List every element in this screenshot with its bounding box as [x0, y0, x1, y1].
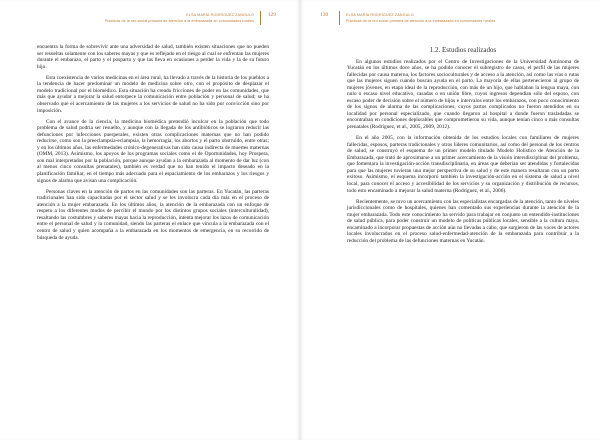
left-header-divider: [260, 11, 261, 25]
paragraph: Esta coexistencia de varios medicinas en el área rural, ha llevado a través de la historia de los pueblos a la tendencia de hacer predominar un modelo de medicina sobre otro, con el propósito de desplazar el modelo tradicional por el biomédico. Esta situación ha creado fricciones de poder en las comunidades, que más que ayudar a mejorar la salud entorpece la comunicación entre población y personal de salud; se ha observado que el acercamiento de las mujeres a los servicios de salud no ha sido por convicción sino por imposición.: [37, 74, 269, 114]
right-header-divider: [339, 11, 340, 25]
left-page-number: 129: [267, 12, 276, 18]
paragraph: En el año 2005, con la información obtenida de los estudios locales con familiares de mujeres fallecidas, esposos, parteras tradicionales y otros líderes comunitarios, así como del personal de los centros de salud, se construyó el esquema de un primer modelo titulado Modelo Holístico de Atención de la Embarazada, que trató de aproximarse a un primer acercamiento de la visión intersdisciplinar del problema, que fomentara la investigación-acción transdisciplinaria, en áreas que deberían ser atendidas y fortalecidas para que las mujeres tuvieran una mejor perspectiva de su salud y de este manera resultaran con un parto exitoso. Asimismo, el esquema incorporó también la investigación-acción en el sistema de salud a nivel local, para conocer el acceso y accesibilidad de los servicios y su organización y distribución de recursos, todo esto encaminado a mejorar la salud materna (Rodríguez, et al., 2006).: [347, 135, 579, 194]
left-running-head-title: Prácticas de la red social primaria de atención a la embarazada en comunidades rurales: [104, 19, 254, 23]
paragraph: Recientemente, se tuvo un acercamiento con las especialistas encargadas de la atención, tanto de niveles jurisdiccionales como de hospitales, quienes han comentado sus experiencias durante la atención de la mujer embarazada. Todo este conocimiento ha servido para trabajar en conjunto un entendido-instituciones de salud pública, para poder construir un modelo de políticas públicas locales, sensible a la cultura maya, encaminado a incorporar propuestas de acción aún no llevadas a cabo, que surgieron de las voces de actores locales involucrados en el proceso salud-enfermedad-atención de la embarazada para contribuir a la reducción del problema de las defunciones maternas en Yucatán.: [347, 198, 579, 244]
right-page-number: 130: [320, 12, 329, 18]
left-running-head: [105, 13, 254, 23]
left-body-text: [37, 44, 269, 246]
right-running-head-author: ELSA MARÍA RODRÍGUEZ ZANGULO: [346, 13, 414, 17]
paragraph: encuentra la forma de sobrevivir ante una adversidad de salud, también existen situaciones que no pueden ser resueltas solamente con los saberes mayas y que es reflejado en el riesgo al cual se enfrentan las mujeres durante el embarazo, el parto y el posparto y que las lleva en ocasiones a perder la vida y la de su futuro hijo.: [37, 44, 269, 70]
right-page: [300, 0, 600, 440]
paragraph: En algunos estudios realizados por el Centro de Investigaciones de la Universidad Autónoma de Yucatán en los últimos doce años, se ha podido conocer el subregistro de casos, el perfil de las mujeres fallecidas por causa materna, los factores socioculturales y de acceso a la atención, así como las vías o rutas que las mujeres siguen cuando buscan ayuda en el parto. La mayoría de ellas pertenecieron al grupo de mujeres jóvenes, en etapa ideal de la reproducción, con más de un hijo, que hablaban la lengua maya, con nulo o escaso nivel educativo, casadas o en unión libre, cuyos ingresos dependían sólo del esposo, con escaso poder de decisión sobre el número de hijos e intervalos entre los embarazos, con poco conocimiento de los signos de alarma de las complicaciones, cuyos partos complicados no fueron atendidos en su localidad por personal especializado, que cuando llegaron al hospital a donde fueron trasladadas se encontraban en condiciones deplorables que comprometieron su vida, aunque tenían cinco o más consultas prenatales (Rodríguez, et al., 2005, 2009, 2012).: [347, 58, 579, 131]
left-running-head-author: ELSA MARÍA RODRÍGUEZ ZANGULO: [186, 13, 254, 17]
right-running-head: [346, 13, 495, 23]
section-title: 1.2. Estudios realizados: [429, 46, 497, 54]
paragraph: Con el avance de la ciencia, la medicina biomédica pretendió inculcar en la población que todo problema de salud podría ser resuelto, y aunque con la llegada de los antibióticos se lograron reducir las defunciones por infecciones puerperales, existen otras complicaciones maternas que no han podido reducirse, como son la preeclampsia-eclampsia, la hemorragia, los abortos y el parto obstruido, entre otras; y en los últimos años, las enfermedades crónico-degenerativas han sido causa indirecta de muertes maternas (OMM, 2013). Asimismo, los apoyos de los programas sociales como el de Oportunidades, hoy Prospera, son mal interpretados por la población, porque aunque ayudan a la embarazada al momento de dar luz (con al menos cinco consultas prenatales), también es verdad que no han tenido el impacto deseado en la planificación familiar, en el tiempo más adecuado para el espaciamiento de los embarazos y los riesgos y signos de alarma que avisan una complicación.: [37, 118, 269, 184]
right-body-text: [347, 47, 579, 249]
right-running-head-title: Prácticas de la red social primaria de atención a la embarazada en comunidades rurales: [346, 19, 496, 23]
paragraph: Personas claves en la atención de partos en las comunidades son las parteras. En Yucatán, las parteras tradicionales han sido capacitadas por el sector salud y se les involucra cada día más en el proceso de atención a la mujer embarazada. En los últimos años, la atención de la embarazada con un enfoque de respeto a los diferentes modos de percibir el mundo por los distintos grupos sociales (interculturalidad), resaltando las costumbres y saberes mayas hacia la reproducción, intenta mejorar los lazos de comunicación entre el personal de salud y la comunidad, siendo las parteras el enlace que vincula a la embarazada con el centro de salud y quien acompaña a la embarazada en los momentos de emergencia, en su recorrido de búsqueda de ayuda.: [37, 188, 269, 241]
